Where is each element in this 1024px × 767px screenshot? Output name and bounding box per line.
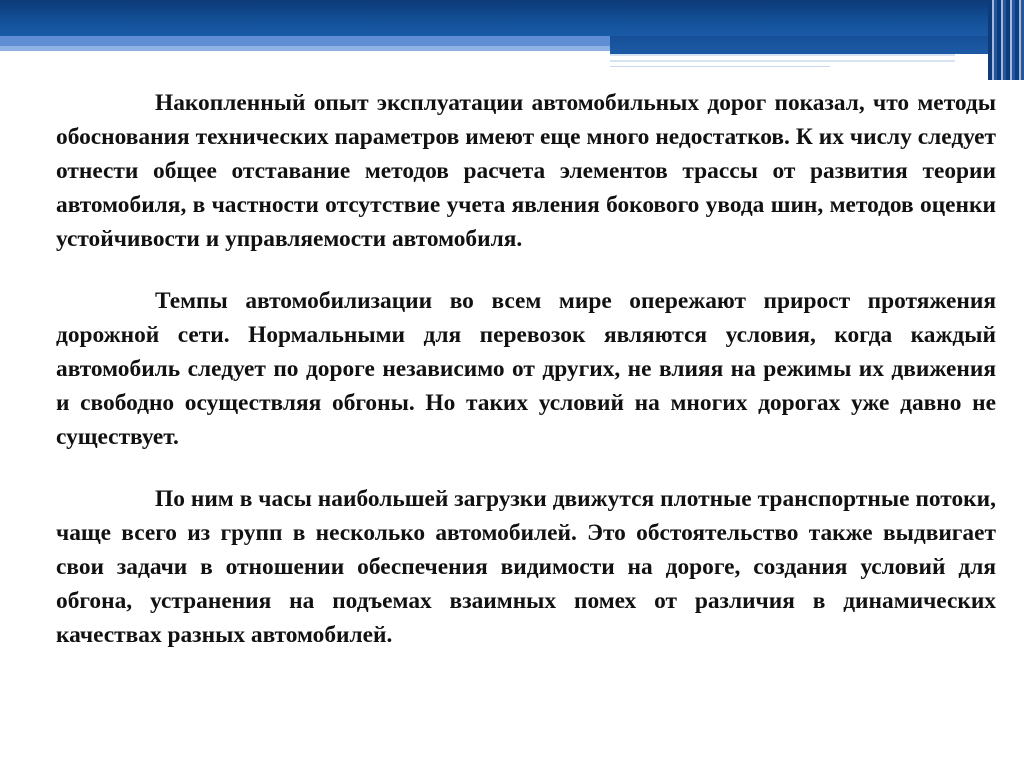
paragraph: Накопленный опыт эксплуатации автомобильных дорог показал, что методы обоснования технических параметров имеют еще много недостатков. К их числу следует отнести общее отставание методов расчета элементов трассы от развития теории автомобиля, в частности отсутствие учета явления бокового увода шин, методов оценки устойчивости и управляемости автомобиля.: [56, 90, 996, 252]
slide-header-decoration: [0, 0, 1024, 80]
paragraph: По ним в часы наибольшей загрузки движутся плотные транспортные потоки, чаще всего из групп в несколько автомобилей. Это обстоятельство также выдвигает свои задачи в отношении обеспечения видимости на дороге, создания условий для обгона, устранения на подъемах взаимных помех от различия в динамических качествах разных автомобилей.: [56, 486, 996, 648]
header-thin-line: [610, 60, 955, 62]
header-band-right: [610, 36, 1024, 54]
header-thin-line: [610, 66, 830, 67]
header-vertical-stripes: [988, 0, 1024, 80]
paragraph: Темпы автомобилизации во всем мире опережают прирост протяжения дорожной сети. Нормальными для перевозок являются условия, когда каждый автомобиль следует по дороге независимо от других, не влияя на режимы их движения и свободно осуществляя обгоны. Но таких условий на многих дорогах уже давно не существует.: [56, 288, 996, 450]
header-band-main: [0, 0, 1024, 36]
header-band-light-secondary: [0, 46, 610, 51]
header-band-light: [0, 36, 610, 46]
header-thin-line: [610, 54, 955, 56]
slide-body-text: [56, 86, 996, 652]
